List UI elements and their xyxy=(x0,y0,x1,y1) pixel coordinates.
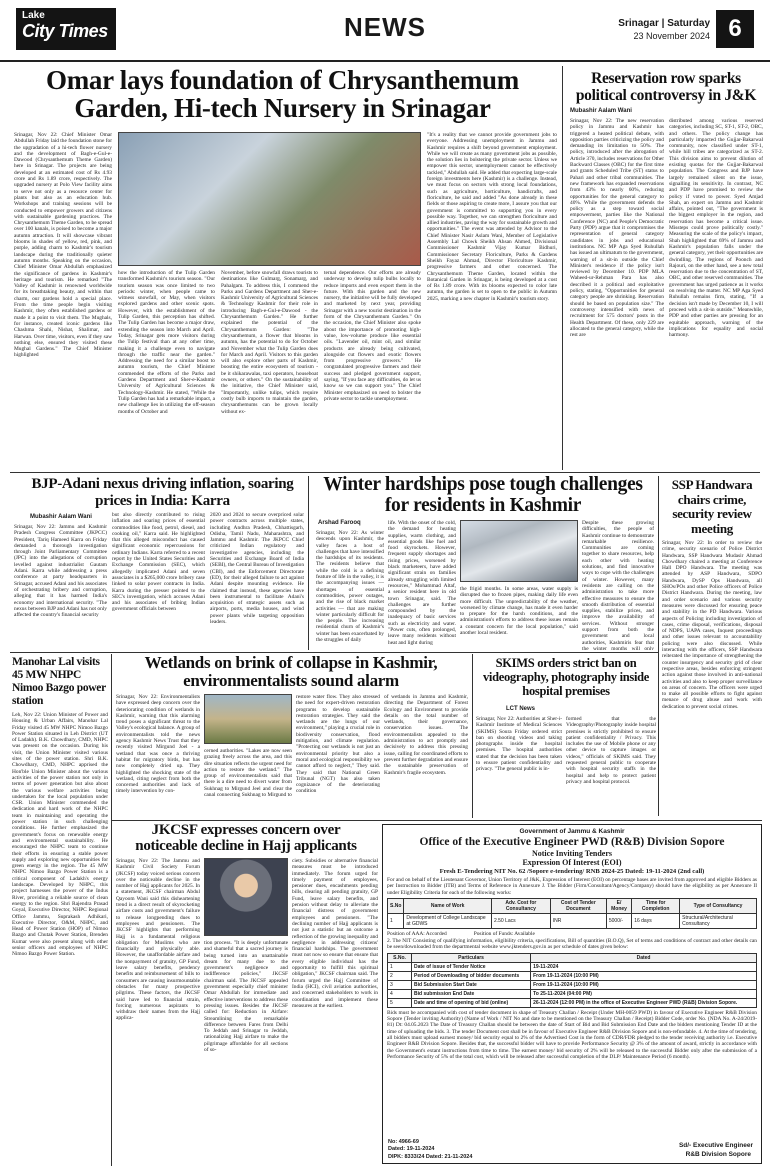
jkcsf-photo xyxy=(204,858,288,936)
lead-photo xyxy=(118,132,421,266)
tender-position: Position of AAA: Accorded Position of Funds: Available xyxy=(387,930,535,937)
table-row xyxy=(388,971,757,980)
schedule-cell: Period of Downloading of bidder documents xyxy=(412,971,531,980)
tender-work-header: Adv. Cost for Consultancy xyxy=(491,898,550,913)
schedule-cell: From 19-11-2024 (10:00 PM) xyxy=(531,971,757,980)
skims-col-1: Srinagar, Nov 22: Authorities at Sher-i-Kashmir Institute of Medical Sciences (SKIMS) Soura Friday ordered strict ban on shooting videos and taking photographs inside the hospital premises. The hospital authorities stated that the decision has been taken to ensure patient confidentiality and privacy. "The general public is in- xyxy=(476,716,562,773)
winter-headline-1: Winter hardships pose tough challenges xyxy=(323,474,643,495)
brand-big: City Times xyxy=(22,21,108,41)
tender-work-cell: 1 xyxy=(388,913,404,928)
wetlands-col-1: Srinagar, Nov 22: Environmentalists have expressed deep concern over the deteriorating condition of wetlands in Kashmir, warning that this alarming trend poses a significant threat to the Valley's ecological balance. A group of environmentalists told the news agency Kashmir News Trust that they recently visited Mirgund Joel - a wetland that was once a thriving habitat for migratory birds, but has now completely dried up. They highlighted the shocking state of the wetland, citing neglect from both the concerned authorities and lack of timely intervention by con- xyxy=(116,694,200,795)
jkcsf-headline-2: noticeable decline in Hajj applicants xyxy=(135,838,357,854)
divider xyxy=(658,476,659,816)
tender-signoff-2: R&B Division Sopore xyxy=(685,1151,751,1158)
lead-col-5: "It's a reality that we cannot provide government jobs to everyone. Addressing unemployment in Jammu and Kashmir requires a shift beyond government employment. While we will create as many government jobs as possible, the solution lies in bolstering the private sector. Unless we empower this sector, unemployment cannot be effectively tackled," Abdullah said. He added that expecting large-scale foreign investments here (Kashmir) is a challenge. Instead, we must focus on sectors with strong local foundations, such as agriculture, horticulture, handicrafts, and floriculture, he said and added "As done already in these fields or those aspiring to create more, I assure you that our government is committed to supporting you in every possible way. Together, we can strengthen floriculture and allied industries, paving the way for sustainable growth and opportunities." The event was attended by Advisor to the Chief Minister Nasir Aslam Wani, Member of Legislative Assembly Lal Chowk Sheikh Ahsan Ahmed, Divisional Commissioner Kashmir Vijay Kumar Bidhuri, Commissioner Secretary Floriculture, Parks & Gardens Sheikh Fayaz Ahmad, Director Floriculture Kashmir, progressive farmers and other concerned. The Chrysanthemum Theme Garden, located within the Botanical Garden in Srinagar, is being developed at a cost of Rs 1.89 crore. With its blooms expected to color late autumn, the garden is set to open to the public in Autumn 2025, marking a new chapter in Kashmir's tourism story. xyxy=(427,132,557,302)
tender-notice-title: Notice Inviting Tenders xyxy=(531,849,612,858)
tender-work-header: Name of Work xyxy=(404,898,492,913)
schedule-header: Particulars xyxy=(412,953,531,962)
schedule-cell: 5 xyxy=(388,998,412,1007)
table-row xyxy=(388,980,757,989)
wetlands-headline-2: environmentalists sound alarm xyxy=(183,671,399,690)
jkcsf-col-1: Srinagar, Nov 22: The Jammu and Kashmir Civil Society Forum (JKCSF) today voiced serious concern over the noticeable decline in the number of Hajj applicants for 2025. In a statement, JKCSF chairman Abdul Qayoom Wani said this disheartening trend is a direct result of skyrocketing airfare costs and government's failure to release longpending dues to employees and pensioners. The JKCSF highlights that performing Hajj is a fundamental religious obligation for Muslims who are financially and physically able. However, the unaffordable airfare and the nonpayment of gratuity, GP Fund, leave salary benefits, pendency benefits and reimbursement of bills to consumers are causing insurmountable obstacles for many prospective pilgrims. These factors, the JKCSF said have led to financial strain, forcing numerous aspirants to withdraw their names from the Hajj applica- xyxy=(116,858,200,1022)
schedule-cell: From 19-11-2024 (10:00 PM) xyxy=(531,980,757,989)
schedule-cell: 19-11-2024 xyxy=(531,962,757,971)
schedule-cell: 4 xyxy=(388,989,412,998)
tender-work-cell: 5000/- xyxy=(606,913,631,928)
tender-dated: Dated: 19-11-2024 xyxy=(388,1146,435,1152)
tender-work-header: Cost of Tender Document xyxy=(550,898,606,913)
manohar-body: Leh, Nov 22: Union Minister of Power and Housing & Urban Affairs, Manohar Lal Friday visited 45 MW NHPC Nimoo Bazgo Power Station situated in Leh District (UT of Ladakh). B.K. Chowdhary, CMD, NHPC was present on the occasion. During his visit, the Union Minister visited various sites of the power station. Shri B.K. Chowdhary, CMD, NHPC apprised the Hon'ble Union Minister about the various activities of the power station not only in terms of power generation but also about the various welfare activities being undertaken for the local population under CSR. Union Minister commended the dedication and hard work of the NHPC team in maintaining and operating the power station in such challenging conditions. He further emphasized the government's focus on renewable energy and environmental sustainability. He encouraged the NHPC team to continue their efforts in ensuring a stable power supply and exploring new opportunities for green energy in the region. The 45 MW NHPC Nimoo Bazgo Power Station is a critical component of Ladakh's energy landscape. Developed by NHPC, this project harnesses the power of the Indus River, providing a reliable source of clean energy to the region. Shri Rajendra Prasad Goyal, Executive Director, NHPC Regional Office Jammu, Suprakash Adhikari, Executive Director, O&M, NHPC, and Head of Power Station (HOP) of Nimoo Bazgo and Chutak Power Station, Brenden Kumar were also present along with other senior officers and employees of NHPC Nimoo Bazgo Power Station. xyxy=(12,712,108,958)
schedule-cell: Date of issue of Tender Notice xyxy=(412,962,531,971)
ssp-body: Srinagar, Nov 22: In order to review the crime, security scenario of Police District Handwara, SSP Handwara Mudasir Ahmad Chowdhary chaired a meeting at Conference Hall DPO Handwara. The meeting was attended by ASP Handwara, SDPO Handwara, DySP Ops Handwara, all SHOs/POs and other Police officers of Police District Handwara. During the meeting, law and order scenario and various security measures were discussed for ensuring peace and stability in the PD Handwara. Various aspects of Policing including investigation of cases, crime disposal, verifications, disposal of NDPS, UAPA cases, Inquest proceedings and other issues relevant to accountability policing were also discussed. While interacting with the officers, SSP Handwara reiterated the importance of strengthening the counter insurgency and security grid of clear respective areas, besides enforcing stringent action against those involved in anti-national activities and also to keep proper surveillance on areas of concern. The officers were urged to make all possible efforts to fight against menace of drug abuse and work with dedication to prevent social crimes. xyxy=(662,540,762,710)
winter-col-3: the frigid months. In some areas, water supply is disrupted due to frozen pipes, making daily life even more difficult. The unpredictability of the weather, worsened by climate change, has made it even harder to prepare for the harsh conditions, and the administration's efforts to address these issues remain a constant concern for the local population," said another local resident. xyxy=(460,586,578,637)
divider xyxy=(112,820,762,821)
wetlands-col-4: of wetlands in Jammu and Kashmir, directing the Department of Forest Ecology and Environment to provide details on the total number of wetlands, their governance, conservation issues. The environmentalists appealed to the administration to act promptly and decisively to address this pressing issue, calling for coordinated efforts to prevent further degradation and ensure the sustainable preservation of Kashmir's fragile ecosystem. xyxy=(384,694,468,776)
skims-col-2: formed that the Videography/Photography inside hospital premises is strictly prohibited to ensure patient confidentiality / Privacy. This includes the use of Mobile phone or any other device to capture images or videos," officials of SKIMS said. They requested general public to cooperate with hospital security staffs in the hospital and help to protect patient privacy and hospital protocol. xyxy=(566,716,656,785)
wetlands-headline-1: Wetlands on brink of collapse in Kashmir, xyxy=(144,653,438,672)
bjp-col-2: but also directly contributed to rising inflation and soaring prices of essential commodities like food, petrol, diesel, and cooking oil," Karra said. He highlighted that this alleged misconduct has caused significant economic repercussions for ordinary Indians. Karra referred to a recent report by the United States Securities and Exchange Commission (SEC), which allegedly implicated Adani and seven associates in a $265,000 crore bribery case linked to solar power contracts in India. Karra during the presser pointed to the SEC's investigation, which accuses Adani and his associates of bribing Indian government officials between xyxy=(112,512,205,613)
masthead xyxy=(0,0,770,62)
wetlands-col-2: cerned authorities. "Lakes are now seen grazing freely across the area, and this dire situation reflects the urgent need for action to restore the wetland." The group of environmentalists said that there is a dire need to divert water from Sukhnag to Mirgund Jeel and clear the canal connecting Sukhnag to Mirgund to xyxy=(204,748,292,799)
tender-office: Office of the Executive Engineer PWD (R&B) Division Sopore xyxy=(419,836,725,848)
winter-col-1: Srinagar, Nov 22: As winter descends upon Kashmir, the valley faces a host of challenges that have intensified the hardships of its residents. The residents believe that while the cold is a defining feature of life in the valley, it is the accompanying issues — shortages of essential commodities, power outages, and the rise of black market activities — that are making winter particularly difficult for the people. The increasing residential churn of Kashmir's winter has been exacerbated by the struggles of daily xyxy=(316,530,384,644)
tender-work-cell: 16 days xyxy=(632,913,680,928)
schedule-cell: Date and time of opening of bid (online) xyxy=(412,998,531,1007)
bjp-col-3: 2020 and 2024 to secure overpriced solar power contracts across multiple states, including Andhra Pradesh, Chhattisgarh, Odisha, Tamil Nadu, Maharashtra, and Jammu and Kashmir. The JKPCC Chief criticized Indian regulatory and investigative agencies, including the Securities and Exchange Board of India (SEBI), the Central Bureau of Investigation (CBI), and the Enforcement Directorate (ED), for their alleged failure to act against Adani despite mounting evidence. He claimed that instead, these agencies have been instrumental to facilitate Adani's acquisition of strategic assets such as airports, ports, media houses, and wind power plants while targeting opposition leaders. xyxy=(210,512,304,626)
tender-notice xyxy=(382,824,762,1164)
jkcsf-col-2: tion process. "It is deeply unfortunate and shameful that a sacred journey is being turned into an unattainable dream for many due to the government's negligence and indifference policies," JKCSF chairman said. The JKCSF appealed government especially chief minister Omar Abdullah for immediate and effective interventions to address these pressing issues. Besides the JKCSF called for: Reduction in Airfare: Streamlining the remarkable difference between Fares from Delhi To Jeddah and Srinagar to Jeddah, rationalizing Hajj airfare to make the pilgrimage affordable for all sections of so- xyxy=(204,940,288,1054)
tender-work-header: Time for Completion xyxy=(632,898,680,913)
lead-col-1: Srinagar, Nov 22: Chief Minister Omar Abdullah Friday laid the foundation stone for the upgradation of a hi-tech flower nursery and the development of Bagh-e-Gul-e-Dawood (Chrysanthemum Theme Garden) here in Srinagar. The projects are being developed at an estimated cost of Rs 4.93 crore and Rs 1.89 crore, respectively. The upgraded nursery at Polo View facility aims to serve not only as a resource center for plants but also as an education hub. Workshops and training sessions will be conducted to empower growers and citizens with sustainable gardening practices. The Chrysanthemum Theme Garden, to be spread over 100 kanals, is poised to become a major autumn attraction. It will showcase vibrant blooms in shades of yellow, red, pink, and purple, adding charm to Kashmir's tourism landscape during the traditionally quieter autumn months. Speaking on the occasion, Chief Minister Omar Abdullah emphasized the significance of gardens in Kashmir's heritage and tourism. He remarked "The Valley of Kashmir is renowned worldwide for its breathtaking beauty, and within that charm, our gardens hold a special place. From the time people begin visiting Kashmir, they often established gardens or made it a point to visit them. The Mughals, for instance, created iconic gardens like Chashma Shahi, Nishat, Shalimar, and Harwan. Over time, visitors, even if they saw nothing else, ensured they visited these Mughal Gardens." The Chief Minister highlighted xyxy=(14,132,112,359)
schedule-cell: 26-11-2024 (12:00 PM) in the office of Executive Engineer PWD (R&B) Division Sopore. xyxy=(531,998,757,1007)
bjp-col-1: Srinagar, Nov 22: Jammu and Kashmir Pradesh Congress Committee (JKPCC) President, Tariq Hameed Karra on Friday demanded a thorough investigation through Joint Parliamentary Committee (JPC) into the allegations of corruption levelled against industrialist Gautam Adani. Karra while addressing a press conference at party headquarters in Srinagar, accused Adani and his associates of orchestrating bribery and corruption, alleging that it has harmed India's economy and international security. "The nexus between BJP and Adani has not only affected the country's financial security xyxy=(14,524,107,619)
ssp-headline: SSP Handwara chairs crime, security review meeting xyxy=(671,477,753,536)
lead-headline-2: Garden, Hi-tech Nursery in Srinagar xyxy=(74,93,491,123)
city-day: Srinagar | Saturday xyxy=(618,18,710,29)
lead-col-2: how the introduction of the Tulip Garden transformed Kashmir's tourism season. "Our tourism season was once limited to two periods: winter, when people came to witness snowfall, or May, when visitors explored gardens and other scenic spots. However, with the establishment of the Tulip Garden, this perception has shifted. The Tulip Garden has become a major draw, extending the season into March and April. Today, Srinagar gets more visitors during the Tulip festival than at any other time, making it a challenge even to navigate through the traffic near the garden." Addressing the need for a similar boost to autumn tourism, the Chief Minister commended the efforts of the Parks and Gardens Department and Sher-e-Kashmir University of Agricultural Sciences & Technology-Kashmir. He stated, "While the Tulip Garden has had a remarkable impact, a new challenge lies in utilizing the off-season months of October and xyxy=(118,270,215,415)
manohar-headline: Manohar Lal visits 45 MW NHPC Nimoo Bazgo power station xyxy=(12,656,106,707)
reservation-byline: Mubashir Aalam Wani xyxy=(570,108,632,114)
tender-no: No: 4966-69 xyxy=(388,1139,419,1145)
reservation-col-2: distributed among various reserved categories, including SC, ST-1, ST-2, OBC, and others. The policy change has particularly impacted the Gujjar-Bakarwal community, now classified under ST-1, while hill tribes are categorized as ST-2. This division aims to prevent dilution of existing quotas for the Gujjar-Bakarwal population. The Congress and BJP have largely remained silent on the issue, signalling its sensitivity. In contrast, NC and PDP have promised to review the policy if voted to power. Syed Amjad Shah, an expert on Jammu and Kashmir affairs, pointed out, "The government is the biggest employer in the region, and reservation has become a critical issue. Missteps could prove politically costly." Measuring the scale of the policy's impact, Shah highlighted that 69% of Jammu and Kashmir's population falls under the general category, yet their opportunities are dwindling. The regions of Poonch and Rajouri, on the other hand, see a new total reservation due to the concentration of ST, OBC, and other reserved communities. The government has urged patience as it works on resolving the matter. NC MP Aga Syed Ruhullah remains firm, stating, "If a decision isn't made by December 10, I will proceed with a sit-in outside." Meanwhile, PDP and other parties are pressing for an equitable approach, warning of the implications for equality and social harmony. xyxy=(669,118,763,339)
divider xyxy=(308,476,309,650)
tender-note-2: 2. The NIT Consisting of qualifying information, eligibility criteria, specifications, Bill of quantities (B.O.Q), Set of terms and conditions of contract and other details can be seen/downloaded from the departmental website www.jktenders.gov.in as per schedule of dates given below: xyxy=(387,938,757,951)
tender-signoff-1: Sd/- Executive Engineer xyxy=(678,1142,753,1149)
schedule-cell: To 25-11-2024 (04:00 PM) xyxy=(531,989,757,998)
issue-date: 23 November 2024 xyxy=(633,31,710,41)
winter-col-2: life. With the onset of the cold, the demand for heating supplies, warm clothing, and essential goods like fuel and food skyrockets. However, frequent supply shortages and rising prices, worsened by black marketeers, have added significant strain on families already struggling with limited resources," Mohammad Altaf, a senior resident here in old town Srinagar, said. The challenges are further compounded by the inadequacy of basic services such as electricity and water. "Power cuts, often prolonged, leave many residents without heat and light during xyxy=(388,520,456,646)
tender-work-header: S.No xyxy=(388,898,404,913)
wetlands-photo xyxy=(204,694,292,744)
schedule-cell: 1 xyxy=(388,962,412,971)
wetlands-col-3: restore water flow. They also stressed the need for expert-driven restoration programs to develop sustainable restoration strategies. They said the wetlands are the lungs of our environment," playing a crucial role in biodiversity conservation, flood mitigation, and climate regulation. "Protecting our wetlands is not just an environmental priority but also a moral and ecological responsibility we cannot afford to neglect," They said. They said that National Green Tribunal (NGT) has also taken cognizance of the deteriorating condition xyxy=(296,694,380,795)
table-row xyxy=(388,962,757,971)
divider xyxy=(472,654,473,818)
reservation-headline: Reservation row sparks political controversy in J&K xyxy=(575,70,757,104)
winter-col-4: Despite these growing difficulties, the people of Kashmir continue to demonstrate remarkable resilience. Communities are coming together to share resources, help each other with heating solutions, and find innovative ways to cope with the challenges of winter. However, many residents are calling on the administration to take more effective measures to ensure the smooth distribution of essential supplies, stabilize prices, and improve the availability of services. Without stronger support from both the government and local authorities, Kashmiris fear that the winter months will only xyxy=(582,520,654,650)
table-row xyxy=(388,913,757,928)
skims-byline: LCT News xyxy=(506,706,536,712)
jkcsf-col-3: ciety. Subsidies or alternative financial measures must be introduced immediately. The forum urged for timely payment of employees, pensioner dues, encashments pending bills, clearing all pending gratuity, GP Fund, leave salary benefits, and pension without delay to alleviate the financial distress of government employees and pensioners. "The declining number of Hajj applicants is not just a statistic but an outcome a reflection of the growing inequality and negligence in addressing citizens' financial hardships. The government must not now so ensure that ensure that every eligible individual has the opportunity to fulfill this spiritual obligation," JKCSF chairman said. The forum urged the Hajj Committee of India (HCI), civil aviation authorities, and concerned stakeholders to work in coordination and implement these measures at the earliest. xyxy=(292,858,378,1009)
tender-works-table xyxy=(387,898,757,929)
tender-dipk: DIPK: 8333/24 Dated: 21-11-2024 xyxy=(388,1154,473,1160)
lead-headline-1: Omar lays foundation of Chrysanthemum xyxy=(46,65,519,95)
divider xyxy=(10,472,760,473)
brand-small: Lake xyxy=(22,10,45,21)
table-row xyxy=(388,998,757,1007)
winter-headline-2: for residents in Kashmir xyxy=(384,495,582,516)
tender-work-cell: 2.50 Lacs xyxy=(491,913,550,928)
schedule-cell: 3 xyxy=(388,980,412,989)
tender-work-header: E/ Money xyxy=(606,898,631,913)
schedule-header: Dated xyxy=(531,953,757,962)
page-number: 6 xyxy=(716,10,754,48)
reservation-col-1: Srinagar, Nov 22: The new reservation policy in Jammu and Kashmir has triggered a heated political debate, with opposition parties criticizing the policy and demanding its limitation to 50%. The policy, introduced after the abrogation of Article 370, includes reservations for Other Backward Classes (OBC) for the first time and grants Scheduled Tribe (ST) status to Pahari and other tribal communities. The new framework has expanded reservations from 43% to nearly 60%, reducing opportunities for the general category to 40%. While the government defends the policy as a step toward social empowerment, parties like the National Conference (NC) and People's Democratic Party (PDP) argue that it compromises the representation of general category candidates in jobs and educational institutions. NC MP Aga Syed Ruhullah has issued an ultimatum to the government, warning of a sit-in outside the Chief Minister's residence if the policy isn't reviewed by December 10. PDP MLA Waheed-ur-Rehman Para has also described it a political and exploitative policy, stating, "Opportunities for general category people are shrinking. Reservation should be based on population size." The controversy intensified with news of recruitment for 575 doctors' posts in the Health Department. Of these, only 229 are allocated to the general category, while the rest are xyxy=(570,118,664,339)
jkcsf-headline-1: JKCSF expresses concern over xyxy=(151,822,341,838)
bjp-byline: Mubashir Aalam Wani xyxy=(30,514,92,520)
skims-headline: SKIMS orders strict ban on videography, photography inside hospital premises xyxy=(482,656,650,698)
schedule-cell: 2 xyxy=(388,971,412,980)
divider xyxy=(111,654,112,1166)
schedule-cell: Bid submission End Date xyxy=(412,989,531,998)
winter-byline: Arshad Farooq xyxy=(318,520,361,526)
section-label: NEWS xyxy=(344,12,426,42)
table-row xyxy=(388,989,757,998)
tender-nit: Fresh E-Tendering NIT No. 62 /Sopore e-tendering/ RNB 2024-25 Dated: 19-11-2024 (2nd call) xyxy=(439,868,705,875)
lead-col-4: ternal dependence. Our efforts are already underway to develop tulip bulbs locally to reduce imports and even export them in the future. With this garden and the new nursery, the initiative will be fully developed and marketed by next year, providing Srinagar with a new tourist destination in the form of the Chrysanthemum Garden." On the occasion, the Chief Minister also spoke about the importance of promoting high-value, low-volume produce like essential oils. "Lavender oil, mint oil, and similar products are already being cultivated, alongside cut flowers and exotic flowers from progressive growers." He congratulated progressive farmers and their success and pledged government support, saying, "If you face any difficulties, do let us know so we can support you." The Chief Minister emphasized on need to bolster the private sector to tackle unemployment. xyxy=(324,270,421,402)
divider xyxy=(562,66,563,470)
tender-eoi: Expression Of Interest (EOI) xyxy=(522,858,622,867)
tender-work-cell: Structural/Architectural Consultancy xyxy=(680,913,757,928)
bjp-headline: BJP-Adani nexus driving inflation, soaring prices in India: Karra xyxy=(31,476,294,509)
tender-body: Bids must be accompanied with cost of tender document in shape of Treasury Challan / Receipt (Under MH-0059 PWD) in favour of Executive Engineer R&B Division Sopore (Tender inviting Authority) (Name of Work / NIT No and date to be mentioned on the Treasury Challan / Receipt) Bidder Code, order No. (NDA No. A-24/2019-81) Dt: 04.05.2023 The Date of Treasury Challan should be between the date of Start of Bid and Bid Submission End Date and the bidders mentioning Tender ID at the time of uploading the bids. 3. The tender Document cost shall be in favour of Executive Engineer R&B Division Sopore and is non-refundable. 4. At the time of tendering, all bidders must upload earnest money/ bid security equal to 2% of the Advertised Cost in the form of CDR/FDR pledged to the tender receiving authority i.e. Executive Engineer R&B Division Sopore. Besides that, the successful bidder will have to provide Performance Security @ 3% of the amount of award, strictly in accordance with the Government's extant instructions from time to time. The earnest money/ bid security of 2% will be released to the successful Bidder only after the submission of a Performance Security of 5% of the total cost, which will be released after successful completion of the DLP/ Maintenance Period (6 month). xyxy=(387,1009,757,1060)
schedule-cell: Bid Submission Start Date xyxy=(412,980,531,989)
tender-schedule-table xyxy=(387,953,757,1008)
winter-photo xyxy=(460,520,578,582)
lead-col-3: November, before snowfall draws tourists to destinations like Gulmarg, Sonamarg, and Pahalgam. To address this, I commend the Parks and Gardens Department and Sher-e-Kashmir University of Agricultural Sciences & Technology Kashmir for their role in introducing Bagh-e-Gul-e-Dawood - the Chrysanthemum Garden." He further explained the potential of the Chrysanthemum Garden: "The chrysanthemum, a flower that blooms in autumn, has the potential to do for October and November what the Tulip Garden does for March and April. Visitors to this garden will also explore other parts of Kashmir, boosting the entire ecosystem of tourism - be it shikarawalas, taxi operators, houseboat owners, or others." On the sustainability of the initiative, the Chief Minister said, "Importantly, unlike tulips, which require costly bulb imports to maintain the garden, chrysanthemums can be grown locally without ex- xyxy=(221,270,318,415)
tender-gov: Government of Jammu & Kashmir xyxy=(519,828,625,835)
tender-work-cell: Development of College Landscape at GDWS xyxy=(404,913,492,928)
tender-work-header: Type of Consultancy xyxy=(680,898,757,913)
tender-intro: For and on behalf of the Lieutenant Governor, Union Territory of J&K, Expression of Interest (EOI) on percentage bases are invited from approved and eligible Bidders as per Instruction to Bidder (ITB) and Terms of Reference in Annexure J. The Bidder (Firm/Consultant/Agency/Company) should have the eligibility as per Annexure II under Eligibility Criteria for each of the following works: xyxy=(387,877,757,896)
tender-work-cell: INR xyxy=(550,913,606,928)
schedule-header: S.No. xyxy=(388,953,412,962)
